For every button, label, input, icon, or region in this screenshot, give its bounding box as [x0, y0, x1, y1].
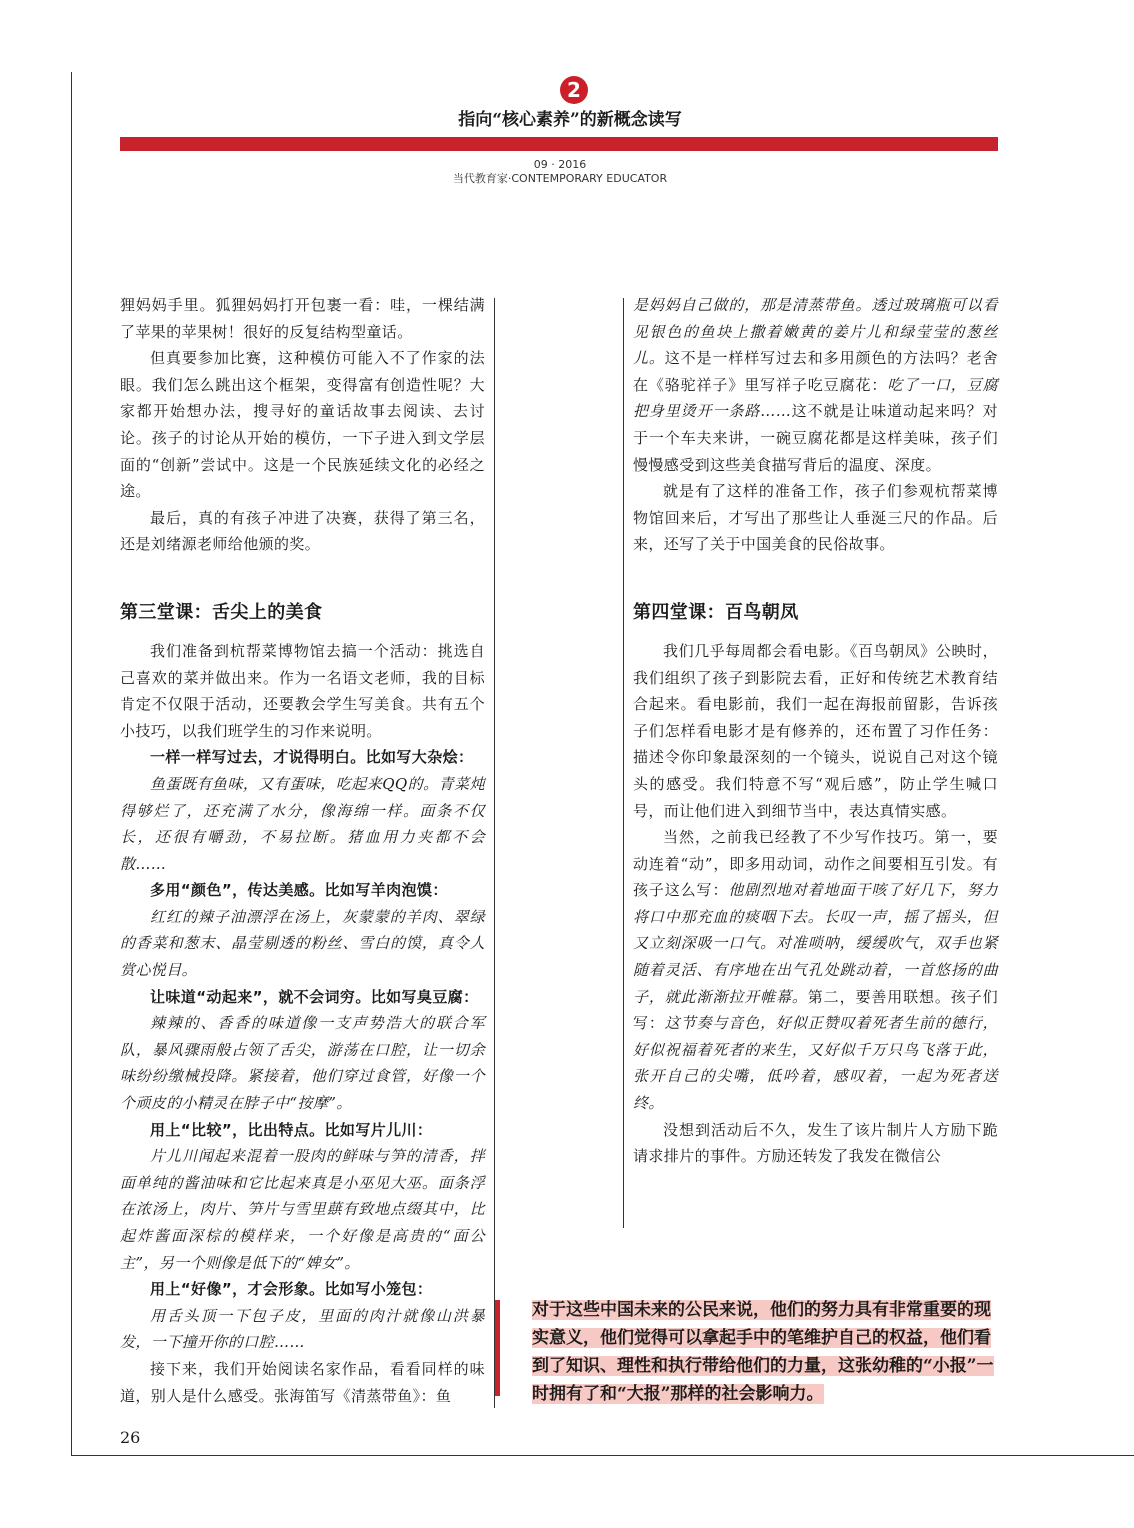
text-run: 这不是一样样写过去和多用颜色的方法吗？老舍在《骆驼祥子》里写祥子吃豆腐花： — [633, 349, 998, 394]
quoted-example: 是妈妈自己做的，那是清蒸带鱼。透过玻璃瓶可以看见银色的鱼块上撒着嫩黄的姜片儿和绿莹莹的葱丝儿。 — [633, 296, 998, 368]
issue-date: 09 · 2016 — [533, 158, 587, 171]
text-run: 第二，要善用联想。孩子们写： — [633, 987, 998, 1033]
tip-heading: 多用“颜色”，传达美感。比如写羊肉泡馍： — [150, 881, 448, 900]
paragraph: 我们几乎每周都会看电影。《百鸟朝凤》公映时，我们组织了孩子到影院去看，正好和传统艺术教育结合起来。看电影前，我们一起在海报前留影，告诉孩子们怎样看电影才是有修养的，还布置了习作任务：描述令你印象最深刻的一个镜头，说说自己对这个镜头的感受。我们特意不写“观后感”，防止学生喊口号，而让他们进入到细节当中，表达真情实感。 — [633, 641, 998, 820]
column-divider-right — [623, 298, 624, 1228]
page-number: 26 — [120, 1428, 141, 1447]
issue-info — [430, 158, 690, 186]
student-example: 片儿川闻起来混着一股肉的鲜味与笋的清香，拌面单纯的酱油味和它比起来真是小巫见大巫。面条浮在浓汤上，肉片、笋片与雪里蕻有致地点缀其中，比起炸酱面深棕的模样来，一个好像是高贵的“面公主”，另一个则像是低下的“婢女”。 — [120, 1147, 485, 1272]
bottom-rule — [71, 1455, 1134, 1456]
tip-heading: 一样一样写过去，才说得明白。比如写大杂烩： — [150, 748, 474, 767]
paragraph: 但真要参加比赛，这种模仿可能入不了作家的法眼。我们怎么跳出这个框架，变得富有创造性呢？大家都开始想办法，搜寻好的童话故事去阅读、去讨论。孩子的讨论从开始的模仿，一下子进入到文学层面的“创新”尝试中。这是一个民族延续文化的必经之途。 — [120, 349, 485, 501]
pull-quote-bar — [495, 1300, 500, 1396]
quoted-example: 吃了一口，豆腐把身里烫开一条路…… — [633, 375, 998, 421]
tip-heading: 用上“比较”，比出特点。比如写片儿川： — [150, 1120, 433, 1139]
tip-heading: 用上“好像”，才会形象。比如写小笼包： — [150, 1280, 433, 1299]
student-example: 红红的辣子油漂浮在汤上，灰蒙蒙的羊肉、翠绿的香菜和葱末、晶莹剔透的粉丝、雪白的馍，真令人赏心悦目。 — [120, 907, 485, 980]
tip-heading: 让味道“动起来”，就不会词穷。比如写臭豆腐： — [150, 987, 479, 1006]
left-margin-rule — [71, 72, 72, 1456]
journal-name: 当代教育家·CONTEMPORARY EDUCATOR — [452, 172, 668, 185]
student-example: 鱼蛋既有鱼味，又有蛋味，吃起来QQ的。青菜炖得够烂了，还充满了水分，像海绵一样。面条不仅长，还很有嚼劲，不易拉断。猪血用力夹都不会散…… — [120, 774, 485, 873]
paragraph: 最后，真的有孩子冲进了决赛，获得了第三名，还是刘绪源老师给他颁的奖。 — [120, 508, 485, 554]
paragraph — [633, 292, 998, 478]
student-example: 辣辣的、香香的味道像一支声势浩大的联合军队，暴风骤雨般占领了舌尖，游荡在口腔，让一切余味纷纷缴械投降。紧接着，他们穿过食管，好像一个个顽皮的小精灵在脖子中“按摩”。 — [120, 1014, 485, 1113]
column-divider-left — [494, 298, 495, 1408]
pull-quote-text: 对于这些中国未来的公民来说，他们的努力具有非常重要的现实意义，他们觉得可以拿起手中的笔维护自己的权益，他们看到了知识、理性和执行带给他们的力量，这张幼稚的“小报”一时拥有了和“大报”那样的社会影响力。 — [532, 1300, 994, 1404]
series-title: 指向“核心素养”的新概念读写 — [458, 110, 682, 130]
section-heading-3: 第三堂课：舌尖上的美食 — [120, 601, 323, 623]
paragraph — [633, 824, 998, 1117]
paragraph: 接下来，我们开始阅读名家作品，看看同样的味道，别人是什么感受。张海笛写《清蒸带鱼》：鱼 — [120, 1359, 485, 1405]
left-column — [120, 292, 485, 1409]
paragraph: 就是有了这样的准备工作，孩子们参观杭帮菜博物馆回来后，才写出了那些让人垂涎三尺的作品。后来，还写了关于中国美食的民俗故事。 — [633, 482, 998, 554]
paragraph: 我们准备到杭帮菜博物馆去搞一个活动：挑选自己喜欢的菜并做出来。作为一名语文老师，我的目标肯定不仅限于活动，还要教会学生写美食。共有五个小技巧，以我们班学生的习作来说明。 — [120, 641, 485, 740]
section-badge: 2 — [560, 76, 588, 104]
quoted-example: 他剧烈地对着地面干咳了好几下，努力将口中那充血的痰咽下去。长叹一声，摇了摇头，但又立刻深吸一口气。对准唢呐，缓缓吹气，双手也紧随着灵活、有序地在出气孔处跳动着，一首悠扬的曲子，就此渐渐拉开帷幕。 — [633, 881, 998, 1006]
text-run: 这不就是让味道动起来吗？对于一个车夫来讲，一碗豆腐花都是这样美味，孩子们慢慢感受到这些美食描写背后的温度、深度。 — [633, 402, 998, 474]
student-example: 用舌头顶一下包子皮，里面的肉汁就像山洪暴发，一下撞开你的口腔…… — [120, 1306, 485, 1352]
pull-quote — [532, 1296, 1000, 1408]
paragraph: 狸妈妈手里。狐狸妈妈打开包裹一看：哇，一棵结满了苹果的苹果树！很好的反复结构型童话。 — [120, 296, 485, 341]
right-column — [633, 292, 998, 1170]
header-red-band — [120, 137, 998, 151]
section-heading-4: 第四堂课：百鸟朝凤 — [633, 601, 799, 623]
text-run: 当然，之前我已经教了不少写作技巧。第一，要动连着“动”，即多用动词，动作之间要相互引发。有孩子这么写： — [633, 828, 998, 900]
paragraph: 没想到活动后不久，发生了该片制片人方励下跪请求排片的事件。方励还转发了我发在微信公 — [633, 1120, 998, 1166]
quoted-example: 这节奏与音色，好似正赞叹着死者生前的德行，好似祝福着死者的来生，又好似千万只鸟飞落于此，张开自己的尖嘴，低吟着，感叹着，一起为死者送终。 — [633, 1014, 998, 1113]
